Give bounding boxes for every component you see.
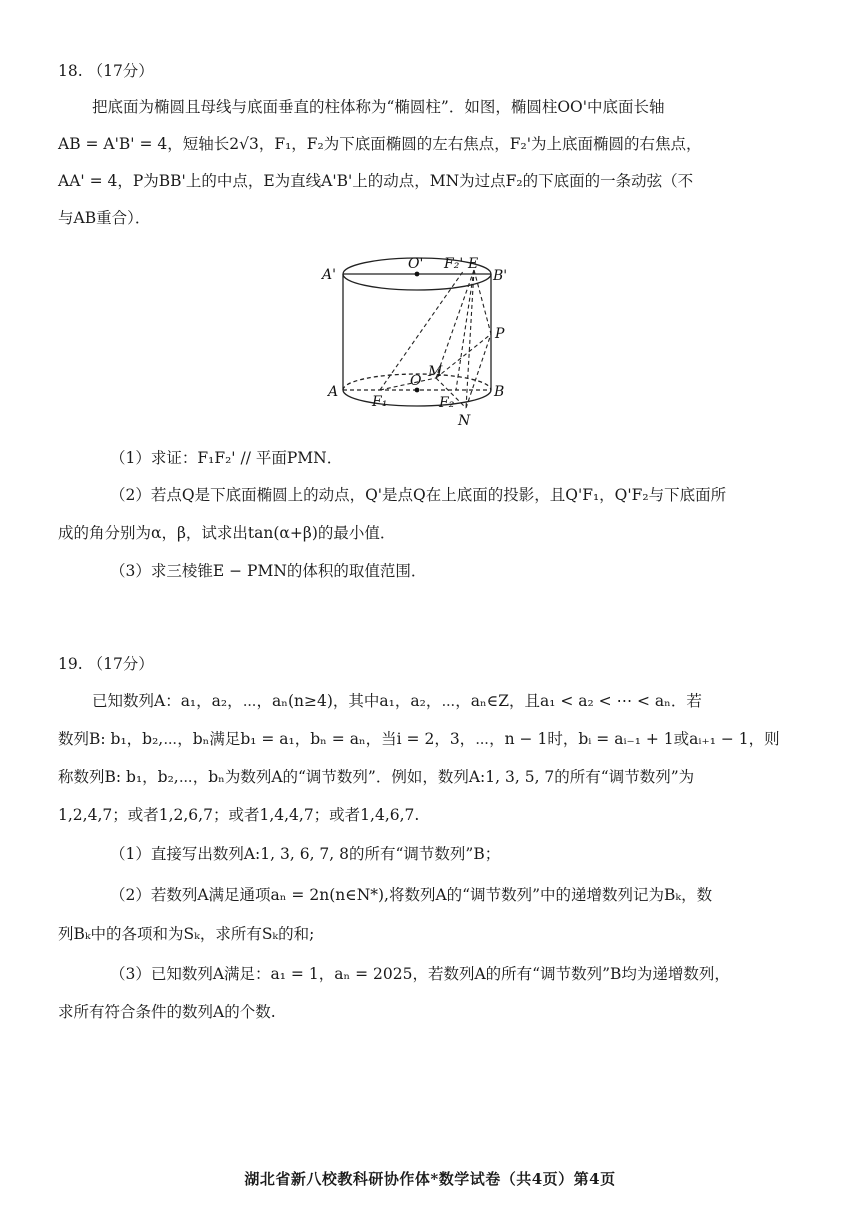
q18-part: （3）求三棱锥E − PMN的体积的取值范围． [110, 562, 427, 580]
label-p: P [495, 326, 505, 342]
point-o-prime [415, 272, 420, 277]
line-n-p [466, 334, 491, 408]
q18-heading: 18. （17分） [58, 62, 154, 80]
q19-stem-line: 数列B: b₁，b₂,⋯，bₙ满足b₁ = a₁，bₙ = aₙ，当i = 2，3，⋯，n − 1时，bᵢ = aᵢ₋₁ + 1或aᵢ₊₁ − 1，则 [58, 730, 780, 748]
label-b-prime: B' [493, 268, 508, 284]
q18-stem-line: AA' = 4，P为BB'上的中点，E为直线A'B'上的动点，MN为过点F₂的下底面的一条动弦（不 [58, 172, 694, 190]
q18-stem-line: AB = A'B' = 4，短轴长2√3，F₁，F₂为下底面椭圆的左右焦点，F₂'为上底面椭圆的右焦点， [58, 135, 702, 153]
elliptic-cylinder-figure [318, 248, 528, 438]
label-m: M [428, 364, 443, 380]
q18-part: 成的角分别为α，β，试求出tan(α+β)的最小值． [58, 524, 396, 542]
q19-stem-line: 1,2,4,7；或者1,2,6,7；或者1,4,4,7；或者1,4,6,7. [58, 806, 420, 824]
q19-heading: 19. （17分） [58, 655, 154, 673]
label-f2: F₂ [439, 395, 455, 411]
line-e-p [474, 270, 491, 334]
label-f1: F₁ [372, 394, 388, 410]
q18-part: （2）若点Q是下底面椭圆上的动点，Q'是点Q在上底面的投影，且Q'F₁，Q'F₂与下底面所 [110, 486, 727, 504]
label-e: E [468, 256, 479, 272]
q19-part: （2）若数列A满足通项aₙ = 2n(n∈N*),将数列A的“调节数列”中的递增数列记为Bₖ，数 [110, 886, 713, 904]
q18-part: （1）求证：F₁F₂' // 平面PMN． [110, 449, 343, 467]
label-f2-prime: F₂' [444, 256, 464, 272]
q19-part: 求所有符合条件的数列A的个数. [58, 1003, 276, 1021]
label-o: O [410, 373, 422, 389]
q18-stem-line: 把底面为椭圆且母线与底面垂直的柱体称为“椭圆柱”．如图，椭圆柱OO'中底面长轴 [92, 98, 665, 116]
label-a-prime: A' [322, 267, 336, 283]
label-n: N [458, 413, 471, 429]
label-b: B [494, 384, 505, 400]
q19-part: 列Bₖ中的各项和为Sₖ，求所有Sₖ的和; [58, 925, 315, 943]
q19-part: （3）已知数列A满足：a₁ = 1，aₙ = 2025，若数列A的所有“调节数列”B均为递增数列， [110, 965, 730, 983]
label-a: A [328, 384, 339, 400]
q19-part: （1）直接写出数列A:1, 3, 6, 7, 8的所有“调节数列”B； [110, 845, 501, 863]
q18-stem-line: 与AB重合）． [58, 209, 151, 227]
q19-stem-line: 称数列B: b₁，b₂,⋯，bₙ为数列A的“调节数列”．例如，数列A:1, 3, 5, 7的所有“调节数列”为 [58, 768, 695, 786]
q19-stem-line: 已知数列A：a₁，a₂，⋯，aₙ(n≥4)，其中a₁，a₂，⋯，aₙ∈Z，且a₁ < a₂ < ⋯ < aₙ．若 [92, 692, 702, 710]
label-o-prime: O' [408, 256, 424, 272]
page-footer: 湖北省新八校教科研协作体*数学试卷（共4页）第4页 [244, 1170, 616, 1188]
line-e-f2 [456, 270, 474, 390]
